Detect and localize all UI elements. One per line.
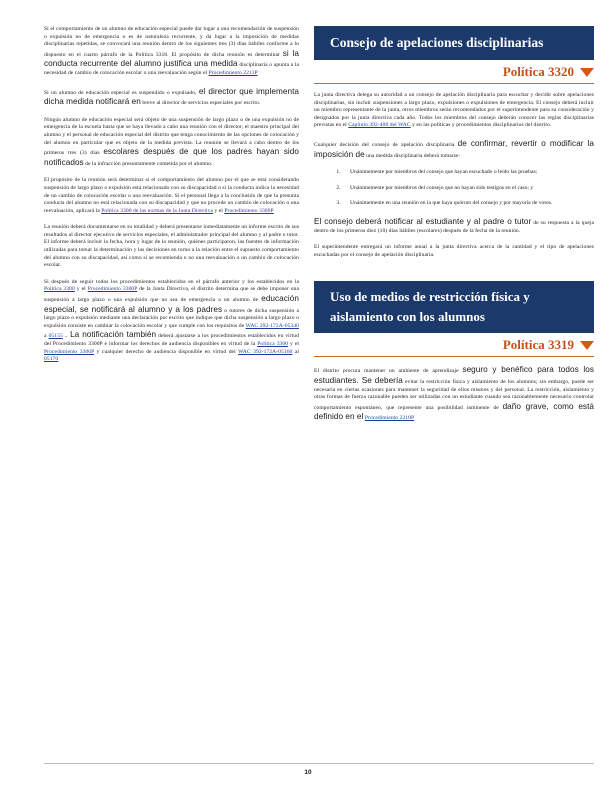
paragraph-text: o tutores de dicha suspensión a largo plazo o expulsión mediante una declaración por escrito que indique que dicha suspensión a largo plazo o expulsión consiste en cambiar la colocación escolar y que cumple con los requisitos de (44, 307, 299, 329)
list-item: 2. Unánimemente por miembros del consejo que no hayan sido testigos en el caso; y (342, 185, 594, 193)
paragraph-2 (44, 87, 299, 108)
wac-05160-link[interactable]: WAC 392-172A-05160 (238, 348, 293, 355)
paragraph-text: El distrito procura mantener un ambiente de aprendizaje (314, 368, 459, 375)
emphasis-text: si la conducta recurrente del alumno justifica una medida (44, 48, 300, 69)
emphasis-text: el director que implementa dicha medida notificará en (44, 86, 299, 107)
section-header-restraint: Uso de medios de restricción física y aislamiento con los alumnos (314, 281, 594, 333)
paragraph-r1 (314, 92, 594, 130)
policy-3300-link[interactable]: Política 3300 (257, 341, 289, 347)
procedure-3300p-link[interactable]: Procedimiento 3300P (224, 207, 274, 214)
triangle-down-icon (580, 341, 594, 350)
procedure-3300p-link[interactable]: Procedimiento 3300P (87, 286, 138, 293)
policy-number: Política 3319 (502, 337, 574, 353)
left-column (44, 26, 299, 373)
triangle-down-icon (580, 68, 594, 77)
decision-list (314, 169, 594, 208)
paragraph-text: a (44, 333, 47, 340)
paragraph-text: Si un alumno de educación especial es suspendido o expulsado, (44, 89, 197, 96)
paragraph-text: evitar la restricción física y aislamiento de los alumnos; sin embargo, puede ser necesaria en ciertas ocasiones para mantener la seguridad de ellos mismos y del personal. La restricción, aislamiento y otras formas de fuerza razonable pueden ser utilizadas con un estudiante cuando sea razonablemente necesario controlar comportamiento espontáneo, que represente una posibilidad inminente de (314, 378, 594, 411)
paragraph-4 (44, 177, 299, 215)
paragraph-text: de la infracción presuntamente cometida por el alumno. (85, 160, 213, 167)
paragraph-r2 (314, 139, 594, 160)
emphasis-text: de confirmar, revertir o modificar la imposición de (314, 138, 594, 159)
paragraph-text: Si después de seguir todos los procedimientos establecidos en el párrafo anterior y los establecidos en la (44, 278, 299, 285)
list-item: 3. Unánimemente en una reunión en la que haya quórum del consejo y por mayoría de votos. (342, 200, 594, 208)
emphasis-text: educación especial, se notificará al alumno y a los padres (44, 294, 299, 314)
wac-392-400-link[interactable]: Capítulo 392-400 del WAC (348, 122, 411, 129)
wac-05340-link[interactable]: WAC 392-172A-05340 (245, 322, 299, 329)
procedure-2211p-link[interactable]: Procedimiento 2211P (208, 69, 258, 76)
emphasis-text: El consejo deberá notificar al estudiante y al padre o tutor (314, 216, 532, 226)
emphasis-text: daño grave, como está definido en el (314, 401, 595, 422)
paragraph-text: al (294, 348, 300, 355)
paragraph-text: El propósito de la reunión será determinar si el comportamiento del alumno por el que se está considerando suspensión de largo plazo o expulsión está relacionado con su discapacidad o si la conducta indica la necesidad de un cambio de colocación escolar o una reevaluación. Si el personal llega a la conclusión de que la presunta conducta del alumno no está relacionada con su discapacidad y que no procede un cambio de colocación o una reevaluación, aplicará la (44, 177, 299, 214)
procedure-2210p-link[interactable]: Procedimiento 2210P (364, 415, 415, 422)
wac-05170-link[interactable]: 05170 (44, 356, 59, 363)
paragraph-text: La junta directiva delega su autoridad a un consejo de apelación disciplinaria para escuchar y decidir sobre apelaciones disciplinarias, sin incluir suspensiones a largo plazo, expulsiones o expulsiones de emergencia. El consejo deberá incluir un miembro representante de la junta, otros miembros serán recomendados por el superintendente para su consideración y designados por la junta directiva cada año. Todos los miembros del consejo deberán conocer las reglas disciplinarias previstas en el (314, 92, 594, 129)
paragraph-r5 (314, 365, 594, 423)
wac-05155-link[interactable]: 05155 (48, 333, 63, 340)
paragraph-text: y el (214, 207, 223, 214)
list-item: 1. Unánimemente por miembros del consejo que hayan escuchado o leído las pruebas; (342, 169, 594, 177)
paragraph-5 (44, 224, 299, 270)
paragraph-text: y cualquier derecho de audiencia disponible en virtud del (96, 348, 236, 355)
paragraph-text: una medida disciplinaria deberá tomarse: (366, 152, 461, 159)
page-number: 10 (304, 769, 312, 776)
paragraph-text: disciplinaria o apunta a la necesidad de cambio de colocación escolar o una reevaluación según el (44, 62, 299, 76)
paragraph-text: de su respuesta a la queja dentro de los primeros diez (10) días hábiles (escolares) después de la fecha de la reunión. (314, 219, 594, 234)
paragraph-text: y en las políticas y procedimientos disciplinarios del distrito. (412, 122, 552, 129)
paragraph-text: La reunión deberá documentarse en su totalidad y deberá presentarse inmediatamente un informe escrito de sus resultados al director ejecutivo de servicios especiales, el administrador principal del alumno y al padre o tutor. El informe deberá incluir la fecha, hora y lugar de la reunión, quiénes participaron, las fuentes de información utilizadas para tomar la determinación y las decisiones en torno a la relación entre el supuesto comportamiento del alumno con su discapacidad, así como si se recomienda o no una reevaluación o un cambio de colocación escolar. (44, 224, 299, 269)
emphasis-text: escolares después de que los padres hayan sido notificados (44, 147, 299, 167)
paragraph-text: El superintendente entregará un informe anual a la junta directiva acerca de la cantidad y el tipo de apelaciones escuchadas por el consejo de apelación disciplinaria. (314, 244, 594, 258)
paragraph-6 (44, 279, 299, 364)
paragraph-text: Ningún alumno de educación especial será objeto de una suspensión de largo plazo o de una expulsión no de emergencia de la escuela hasta que se haya llevado a cabo una reunión con el director, el maestro principal del alumno y el personal de educación especial del distrito que tenga conocimiento de las opciones de colocación y del alumno en particular que es objeto de la medida prevista. La reunión se llevará a cabo dentro de los primeros tres (3) días (44, 116, 299, 157)
policy-3319-row (314, 337, 594, 357)
paragraph-text: Cualquier decisión del consejo de apelación disciplinaria (314, 141, 455, 148)
paragraph-text: deberá ajustarse a los procedimientos establecidos en virtud del Procedimiento 3300P e informar los derechos de audiencia disponibles en virtud de la (44, 333, 299, 347)
paragraph-text: breve al director de servicios especiales por escrito. (142, 100, 261, 107)
paragraph-text: y el (290, 341, 299, 347)
paragraph-text: y el (76, 286, 86, 293)
paragraph-text: Si el comportamiento de un alumno de educación especial puede dar lugar a una recomendación de suspensión o expulsión no de emergencia o es de naturaleza recurrente, y da lugar a la imposición de medidas disciplinarias repetidas, se convocará una reunión dentro de los siguientes tres (3) días hábiles conforme a lo dispuesto en el cuarto párrafo de la Política 3318. El propósito de dicha reunión es determinar (44, 26, 299, 58)
paragraph-r4 (314, 244, 594, 259)
section-header-appeals: Consejo de apelaciones disciplinarias (314, 26, 594, 60)
policy-3300-link[interactable]: Política 3300 de las normas de la Junta Directiva (101, 207, 214, 214)
right-column (314, 26, 594, 432)
paragraph-1 (44, 26, 299, 78)
footer-divider (44, 763, 594, 764)
emphasis-text: seguro y benéfico para todos los estudiantes. Se debería (314, 365, 594, 385)
paragraph-text: de la Junta Directiva, el distrito determina que se debe imponer una suspensión a largo plazo o una expulsión que no sea de emergencia a un alumno de (44, 286, 300, 304)
paragraph-r3 (314, 217, 594, 235)
paragraph-3 (44, 117, 299, 169)
policy-3300-link[interactable]: Política 3300 (44, 286, 75, 293)
policy-3320-row (314, 64, 594, 84)
emphasis-text: . La notificación también (64, 330, 157, 340)
policy-number: Política 3320 (502, 64, 574, 79)
procedure-3300p-link[interactable]: Procedimiento 3300P (44, 348, 95, 355)
